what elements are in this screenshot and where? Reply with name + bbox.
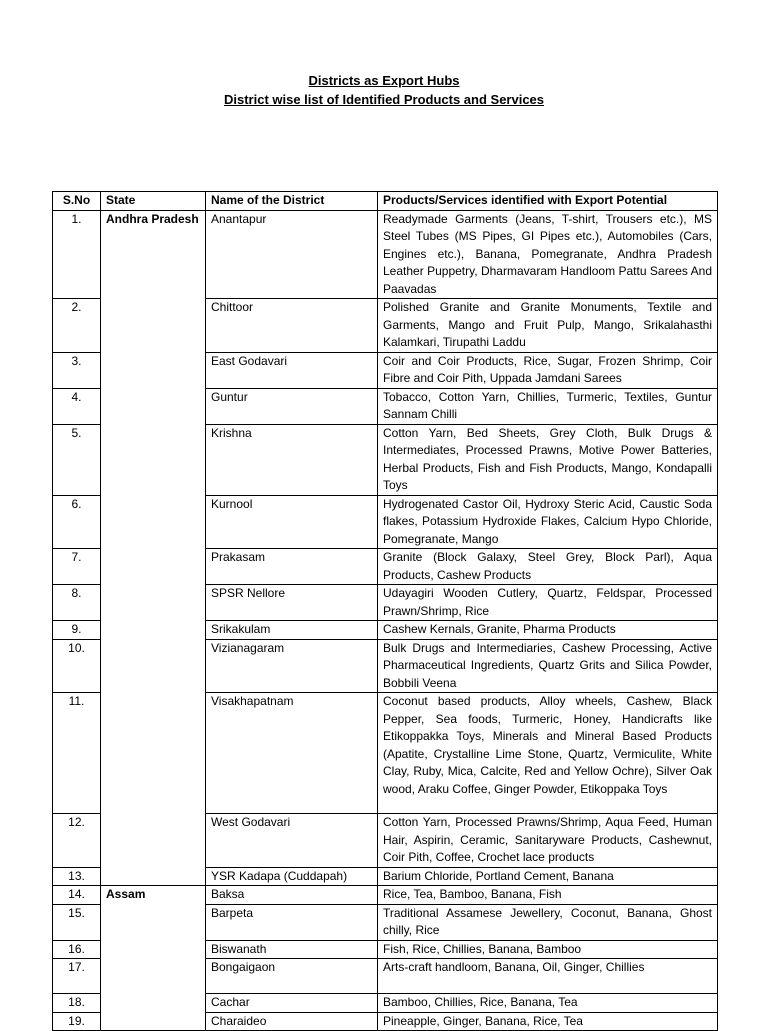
cell-district: Biswanath (206, 940, 378, 959)
cell-sno: 3. (53, 352, 101, 388)
header-district: Name of the District (206, 192, 378, 211)
cell-sno: 1. (53, 210, 101, 299)
cell-district: West Godavari (206, 814, 378, 868)
cell-district: Bongaigaon (206, 959, 378, 994)
cell-sno: 4. (53, 388, 101, 424)
cell-district: Krishna (206, 424, 378, 495)
cell-sno: 15. (53, 904, 101, 940)
export-hubs-table (52, 191, 718, 1031)
header-products: Products/Services identified with Export Potential (378, 192, 718, 211)
cell-district: Guntur (206, 388, 378, 424)
table-header-row (53, 192, 718, 211)
cell-sno: 2. (53, 299, 101, 353)
cell-sno: 19. (53, 1012, 101, 1031)
cell-products: Cotton Yarn, Processed Prawns/Shrimp, Aqua Feed, Human Hair, Aspirin, Ceramic, Sanitaryware Products, Cashewnut, Coir Pith, Coffee, Crochet lace products (378, 814, 718, 868)
cell-district: Baksa (206, 886, 378, 905)
cell-sno: 5. (53, 424, 101, 495)
cell-products: Rice, Tea, Bamboo, Banana, Fish (378, 886, 718, 905)
header-sno: S.No (53, 192, 101, 211)
cell-district: Barpeta (206, 904, 378, 940)
cell-sno: 11. (53, 693, 101, 814)
cell-district: Vizianagaram (206, 639, 378, 693)
document-title: Districts as Export Hubs (308, 73, 460, 88)
table-row (53, 210, 718, 299)
cell-district: SPSR Nellore (206, 585, 378, 621)
cell-products: Traditional Assamese Jewellery, Coconut, Banana, Ghost chilly, Rice (378, 904, 718, 940)
cell-products: Cashew Kernals, Granite, Pharma Products (378, 621, 718, 640)
cell-district: East Godavari (206, 352, 378, 388)
cell-sno: 12. (53, 814, 101, 868)
header-state: State (101, 192, 206, 211)
cell-district: Charaideo (206, 1012, 378, 1031)
cell-sno: 8. (53, 585, 101, 621)
cell-products: Pineapple, Ginger, Banana, Rice, Tea (378, 1012, 718, 1031)
cell-products: Polished Granite and Granite Monuments, Textile and Garments, Mango and Fruit Pulp, Mango, Srikalahasthi Kalamkari, Tirupathi Laddu (378, 299, 718, 353)
cell-district: Cachar (206, 994, 378, 1013)
cell-products: Udayagiri Wooden Cutlery, Quartz, Feldspar, Processed Prawn/Shrimp, Rice (378, 585, 718, 621)
cell-sno: 14. (53, 886, 101, 905)
cell-products: Fish, Rice, Chillies, Banana, Bamboo (378, 940, 718, 959)
cell-products: Coconut based products, Alloy wheels, Cashew, Black Pepper, Sea foods, Turmeric, Honey, Handicrafts like Etikoppakka Toys, Minerals and Mineral Based Products (Apatite, Crystalline Lime Stone, Quartz, Vermiculite, White Clay, Ruby, Mica, Calcite, Red and Yellow Ochre), Silver Oak wood, Araku Coffee, Ginger Powder, Etikoppaka Toys (378, 693, 718, 814)
table-body (53, 210, 718, 1031)
document-subtitle: District wise list of Identified Products and Services (223, 92, 545, 107)
cell-products: Arts-craft handloom, Banana, Oil, Ginger, Chillies (378, 959, 718, 994)
cell-products: Hydrogenated Castor Oil, Hydroxy Steric Acid, Caustic Soda flakes, Potassium Hydroxide Flakes, Calcium Hypo Chloride, Pomegranate, Mango (378, 495, 718, 549)
cell-products: Bamboo, Chillies, Rice, Banana, Tea (378, 994, 718, 1013)
cell-products: Barium Chloride, Portland Cement, Banana (378, 867, 718, 886)
cell-products: Coir and Coir Products, Rice, Sugar, Frozen Shrimp, Coir Fibre and Coir Pith, Uppada Jamdani Sarees (378, 352, 718, 388)
cell-sno: 13. (53, 867, 101, 886)
cell-sno: 7. (53, 549, 101, 585)
cell-products: Granite (Block Galaxy, Steel Grey, Block Parl), Aqua Products, Cashew Products (378, 549, 718, 585)
cell-district: Visakhapatnam (206, 693, 378, 814)
cell-state: Andhra Pradesh (101, 210, 206, 886)
cell-sno: 9. (53, 621, 101, 640)
cell-district: Prakasam (206, 549, 378, 585)
cell-district: Srikakulam (206, 621, 378, 640)
cell-sno: 16. (53, 940, 101, 959)
cell-district: Kurnool (206, 495, 378, 549)
table-row (53, 886, 718, 905)
cell-products: Readymade Garments (Jeans, T-shirt, Trousers etc.), MS Steel Tubes (MS Pipes, GI Pipes etc.), Automobiles (Cars, Engines etc.), Banana, Pomegranate, Andhra Pradesh Leather Puppetry, Dharmavaram Handloom Pattu Sarees And Paavadas (378, 210, 718, 299)
cell-products: Bulk Drugs and Intermediaries, Cashew Processing, Active Pharmaceutical Ingredients, Quartz Grits and Silica Powder, Bobbili Veena (378, 639, 718, 693)
cell-products: Tobacco, Cotton Yarn, Chillies, Turmeric, Textiles, Guntur Sannam Chilli (378, 388, 718, 424)
cell-products: Cotton Yarn, Bed Sheets, Grey Cloth, Bulk Drugs & Intermediates, Processed Prawns, Motive Power Batteries, Herbal Products, Fish and Fish Products, Mango, Kondapalli Toys (378, 424, 718, 495)
cell-district: YSR Kadapa (Cuddapah) (206, 867, 378, 886)
cell-district: Anantapur (206, 210, 378, 299)
cell-sno: 17. (53, 959, 101, 994)
cell-sno: 18. (53, 994, 101, 1013)
cell-state: Assam (101, 886, 206, 1031)
cell-sno: 6. (53, 495, 101, 549)
cell-district: Chittoor (206, 299, 378, 353)
cell-sno: 10. (53, 639, 101, 693)
